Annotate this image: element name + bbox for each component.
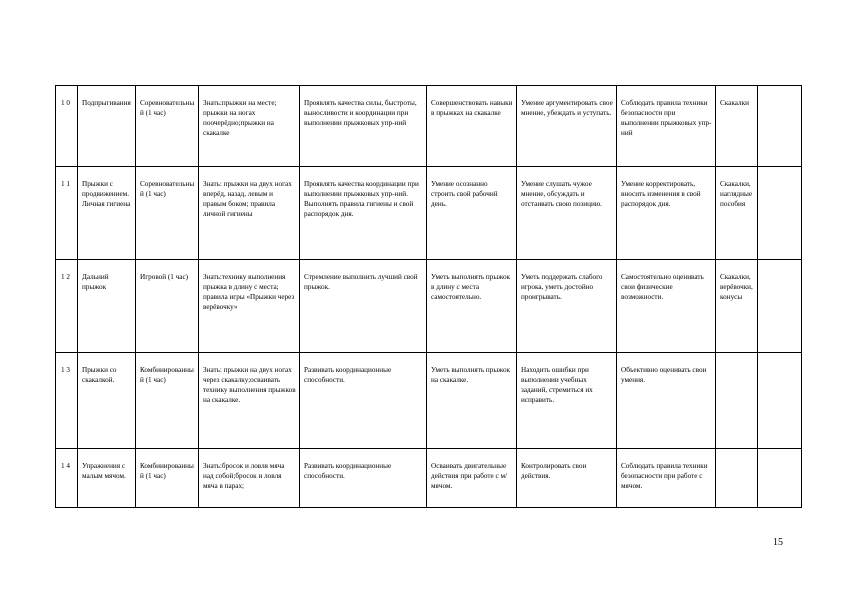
lesson-type-cell: Комбинированный (1 час) [136,449,199,508]
lesson-type-cell: Соревновательный (1 час) [136,167,199,260]
personal-cell: Объективно оценивать свои умения. [617,353,716,449]
regulative-cell: Уметь выполнять прыжок в длину с места самостоятельно. [427,260,517,353]
communicative-cell: Уметь поддержать слабого игрока, уметь достойно проигрывать. [517,260,617,353]
skills-cell: Проявлять качества силы, быстроты, выносливости и координации при выполнении прыжковых упр-ний [300,86,427,167]
communicative-cell: Контролировать свои действия. [517,449,617,508]
extra-cell [758,353,802,449]
regulative-cell: Совершенствовать навыки в прыжках на скакалке [427,86,517,167]
table-row [56,260,802,353]
communicative-cell: Умение слушать чужое мнение, обсуждать и отстаивать свою позицию. [517,167,617,260]
topic-cell: Упражнения с малым мячом. [78,449,136,508]
lesson-type-cell: Соревновательный (1 час) [136,86,199,167]
skills-cell: Развивать координационные способности. [300,353,427,449]
table-row [56,167,802,260]
personal-cell: Соблюдать правила техники безопасности при работе с мячом. [617,449,716,508]
row-number: 1 1 [56,167,78,260]
table-row [56,449,802,508]
row-number: 1 0 [56,86,78,167]
communicative-cell: Умение аргументировать свое мнение, убеждать и уступать. [517,86,617,167]
row-number: 1 4 [56,449,78,508]
regulative-cell: Осваивать двигательные действия при работе с м/мячом. [427,449,517,508]
equipment-cell [716,449,758,508]
equipment-cell: Скакалки [716,86,758,167]
extra-cell [758,167,802,260]
communicative-cell: Находить ошибки при выполнении учебных заданий, стремиться их исправить. [517,353,617,449]
knowledge-cell: Знать:бросок и ловля мяча над собой;бросок и ловля мяча в парах; [199,449,300,508]
equipment-cell: Скакалки, верёвочки, конусы [716,260,758,353]
row-number: 1 3 [56,353,78,449]
regulative-cell: Уметь выполнять прыжок на скакалке. [427,353,517,449]
extra-cell [758,260,802,353]
knowledge-cell: Знать:прыжки на месте; прыжки на ногах поочерёдно;прыжки на скакалке [199,86,300,167]
topic-cell: Прыжки со скакалкой. [78,353,136,449]
page-number: 15 [773,537,783,548]
knowledge-cell: Знать: прыжки на двух ногах через скакалку;осваивать технику выполнения прыжков на скакалке. [199,353,300,449]
topic-cell: Прыжки с продвижением. Личная гигиена [78,167,136,260]
equipment-cell: Скакалки, наглядные пособия [716,167,758,260]
knowledge-cell: Знать:технику выполнения прыжка в длину с места; правила игры «Прыжки через верёвочку» [199,260,300,353]
extra-cell [758,449,802,508]
skills-cell: Развивать координационные способности. [300,449,427,508]
row-number: 1 2 [56,260,78,353]
personal-cell: Самостоятельно оценивать свои физические возможности. [617,260,716,353]
lesson-type-cell: Игровой (1 час) [136,260,199,353]
skills-cell: Стремление выполнить лучший свой прыжок. [300,260,427,353]
lesson-plan-table [55,85,802,508]
topic-cell: Дальний прыжок [78,260,136,353]
lesson-type-cell: Комбинированный (1 час) [136,353,199,449]
personal-cell: Соблюдать правила техники безопасности при выполнении прыжковых упр-ний [617,86,716,167]
regulative-cell: Умение осознанно строить свой рабочий день. [427,167,517,260]
skills-cell: Проявлять качества координации при выполнении прыжковых упр-ний. Выполнять правила гигиены и свой распорядок дня. [300,167,427,260]
personal-cell: Умение корректировать, вносить изменения в свой распорядок дня. [617,167,716,260]
table-row [56,86,802,167]
extra-cell [758,86,802,167]
topic-cell: Подпрыгивания [78,86,136,167]
table-row [56,353,802,449]
knowledge-cell: Знать: прыжки на двух ногах вперёд, назад, левым и правым боком; правила личной гигиены [199,167,300,260]
equipment-cell [716,353,758,449]
